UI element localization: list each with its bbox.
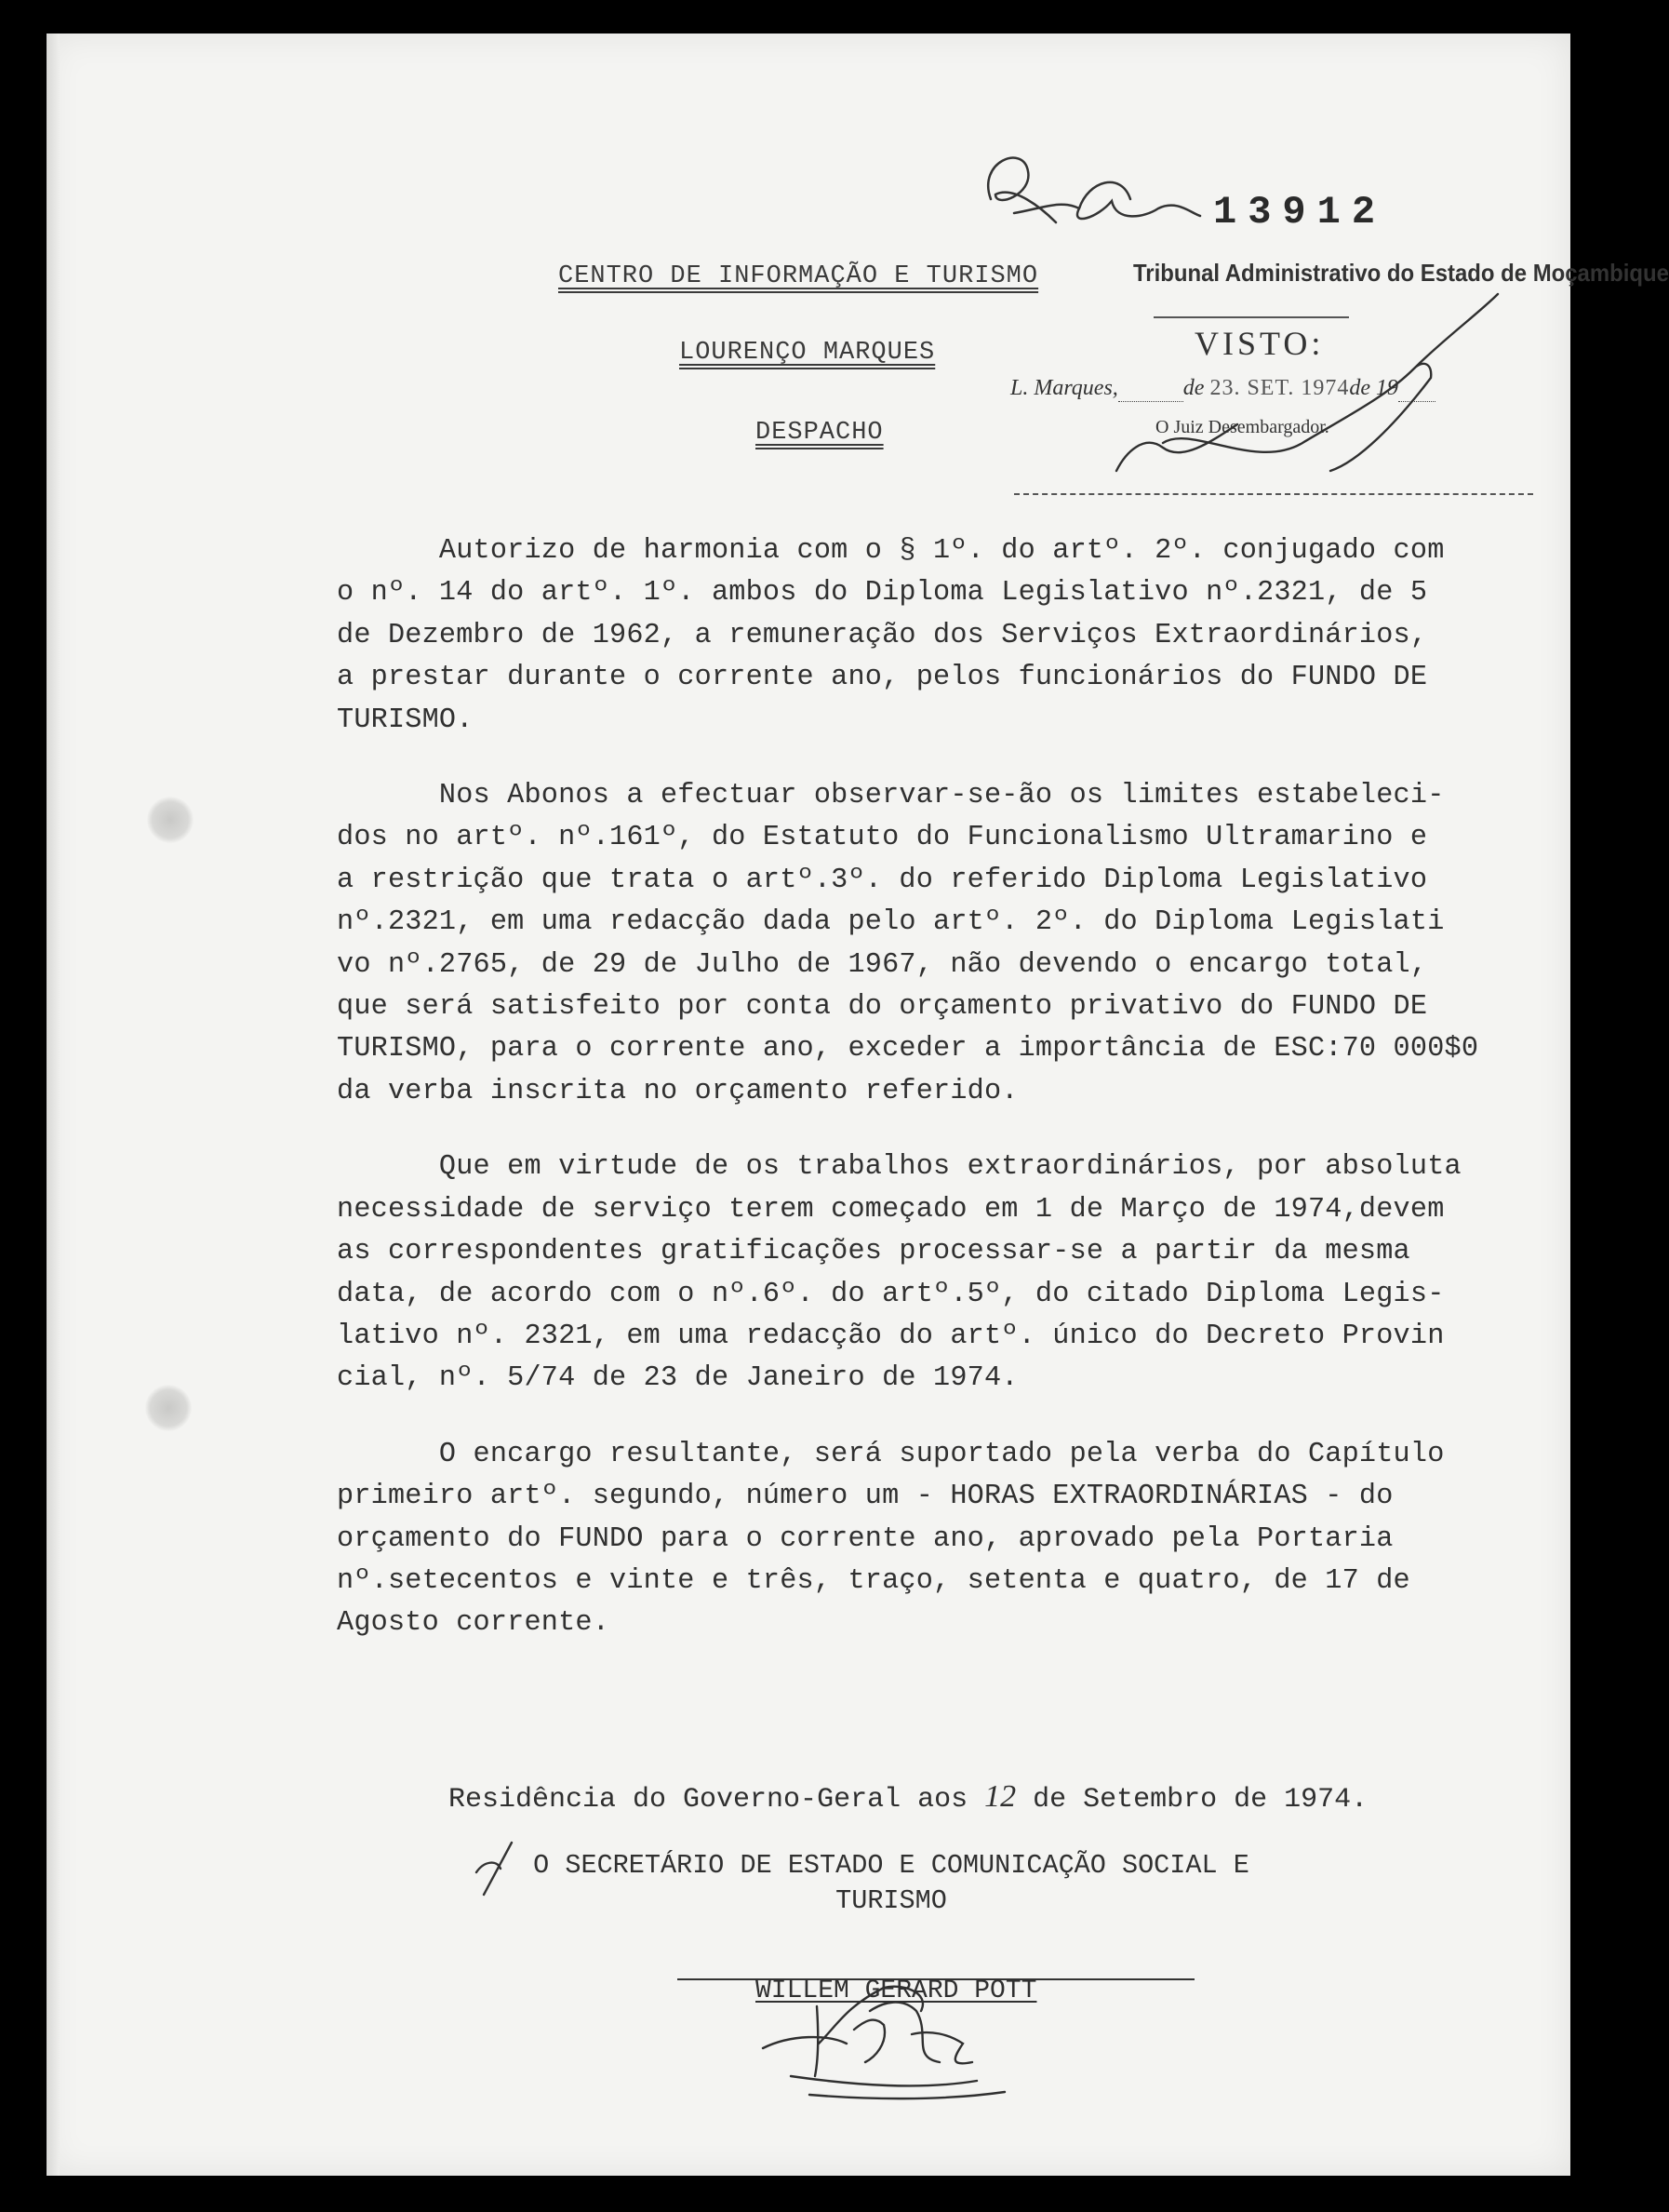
residence-line bbox=[448, 1779, 1368, 1816]
stamp-de-1: de bbox=[1182, 376, 1205, 400]
visto-label: VISTO: bbox=[1195, 325, 1325, 362]
document-page bbox=[47, 34, 1669, 2176]
registry-handwriting bbox=[958, 143, 1209, 274]
stamp-date: 23. SET. 1974 bbox=[1209, 376, 1350, 400]
paragraph-1: Autorizo de harmonia com o § 1º. do artº. 2º. conjugado com o nº. 14 do artº. 1º. ambos do Diploma Legislativo nº.2321, de 5 de Dezembro de 1962, a remuneração dos Serviços Extraordinários, a prestar durante o corrente ano, pelos funcionários do FUNDO DE TURISMO. bbox=[337, 535, 1445, 736]
paragraph-3: Que em virtude de os trabalhos extraordinários, por absoluta necessidade de serviço terem começado em 1 de Março de 1974,devem as correspondentes gratificações processar-se a partir da mesma data, de acordo com o nº.6º. do artº.5º, do citado Diploma Legis- lativo nº. 2321, em uma redacção do artº. único do Decreto Provin cial, nº. 5/74 de 23 de Janeiro de 1974. bbox=[337, 1151, 1462, 1395]
stamp-rule bbox=[1154, 316, 1349, 318]
office-name: CENTRO DE INFORMAÇÃO E TURISMO bbox=[558, 262, 1039, 290]
signer-name: WILLEM GERARD POTT bbox=[755, 1977, 1037, 2005]
judge-label: O Juiz Desembargador. bbox=[1155, 417, 1329, 437]
secretary-title: O SECRETÁRIO DE ESTADO E COMUNICAÇÃO SOCIAL E TURISMO bbox=[533, 1850, 1249, 1916]
registry-number: 13912 bbox=[1213, 190, 1387, 235]
court-stamp: Tribunal Administrativo do Estado de Moçambique bbox=[1133, 259, 1669, 287]
paragraph-2: Nos Abonos a efectuar observar-se-ão os limites estabeleci- dos no artº. nº.161º, do Estatuto do Funcionalismo Ultramarino e a restrição que trata o artº.3º. do referido Diploma Legislativo nº.2321, em uma redacção dada pelo artº. 2º. do Diploma Legislati vo nº.2765, de 29 de Julho de 1967, não devendo o encargo total, que será satisfeito por conta do orçamento privativo do FUNDO DE TURISMO, para o corrente ano, exceder a importância de ESC:70 000$0 da verba inscrita no orçamento referido. bbox=[337, 780, 1479, 1107]
stamp-de-2: de bbox=[1349, 376, 1370, 400]
paragraph-4: O encargo resultante, será suportado pela verba do Capítulo primeiro artº. segundo, número um - HORAS EXTRAORDINÁRIAS - do orçamento do FUNDO para o corrente ano, aprovado pela Portaria nº.setecentos e vinte e três, traço, setenta e quatro, de 17 de Agosto corrente. bbox=[337, 1438, 1445, 1640]
stamp-year-prefix: 19 bbox=[1375, 376, 1398, 400]
stamp-date-line bbox=[1010, 376, 1435, 402]
stamp-signature-line bbox=[1014, 493, 1533, 495]
residence-date: de Setembro de 1974. bbox=[1033, 1784, 1369, 1816]
document-type: DESPACHO bbox=[755, 419, 884, 447]
residence-text: Residência do Governo-Geral aos bbox=[448, 1784, 968, 1816]
body-text bbox=[337, 530, 1583, 1645]
punch-hole-bottom bbox=[145, 1385, 192, 1431]
stamp-place: L. Marques, bbox=[1010, 376, 1118, 400]
punch-hole-top bbox=[147, 797, 194, 843]
city-name: LOURENÇO MARQUES bbox=[679, 339, 936, 367]
residence-day: 12 bbox=[984, 1779, 1017, 1814]
